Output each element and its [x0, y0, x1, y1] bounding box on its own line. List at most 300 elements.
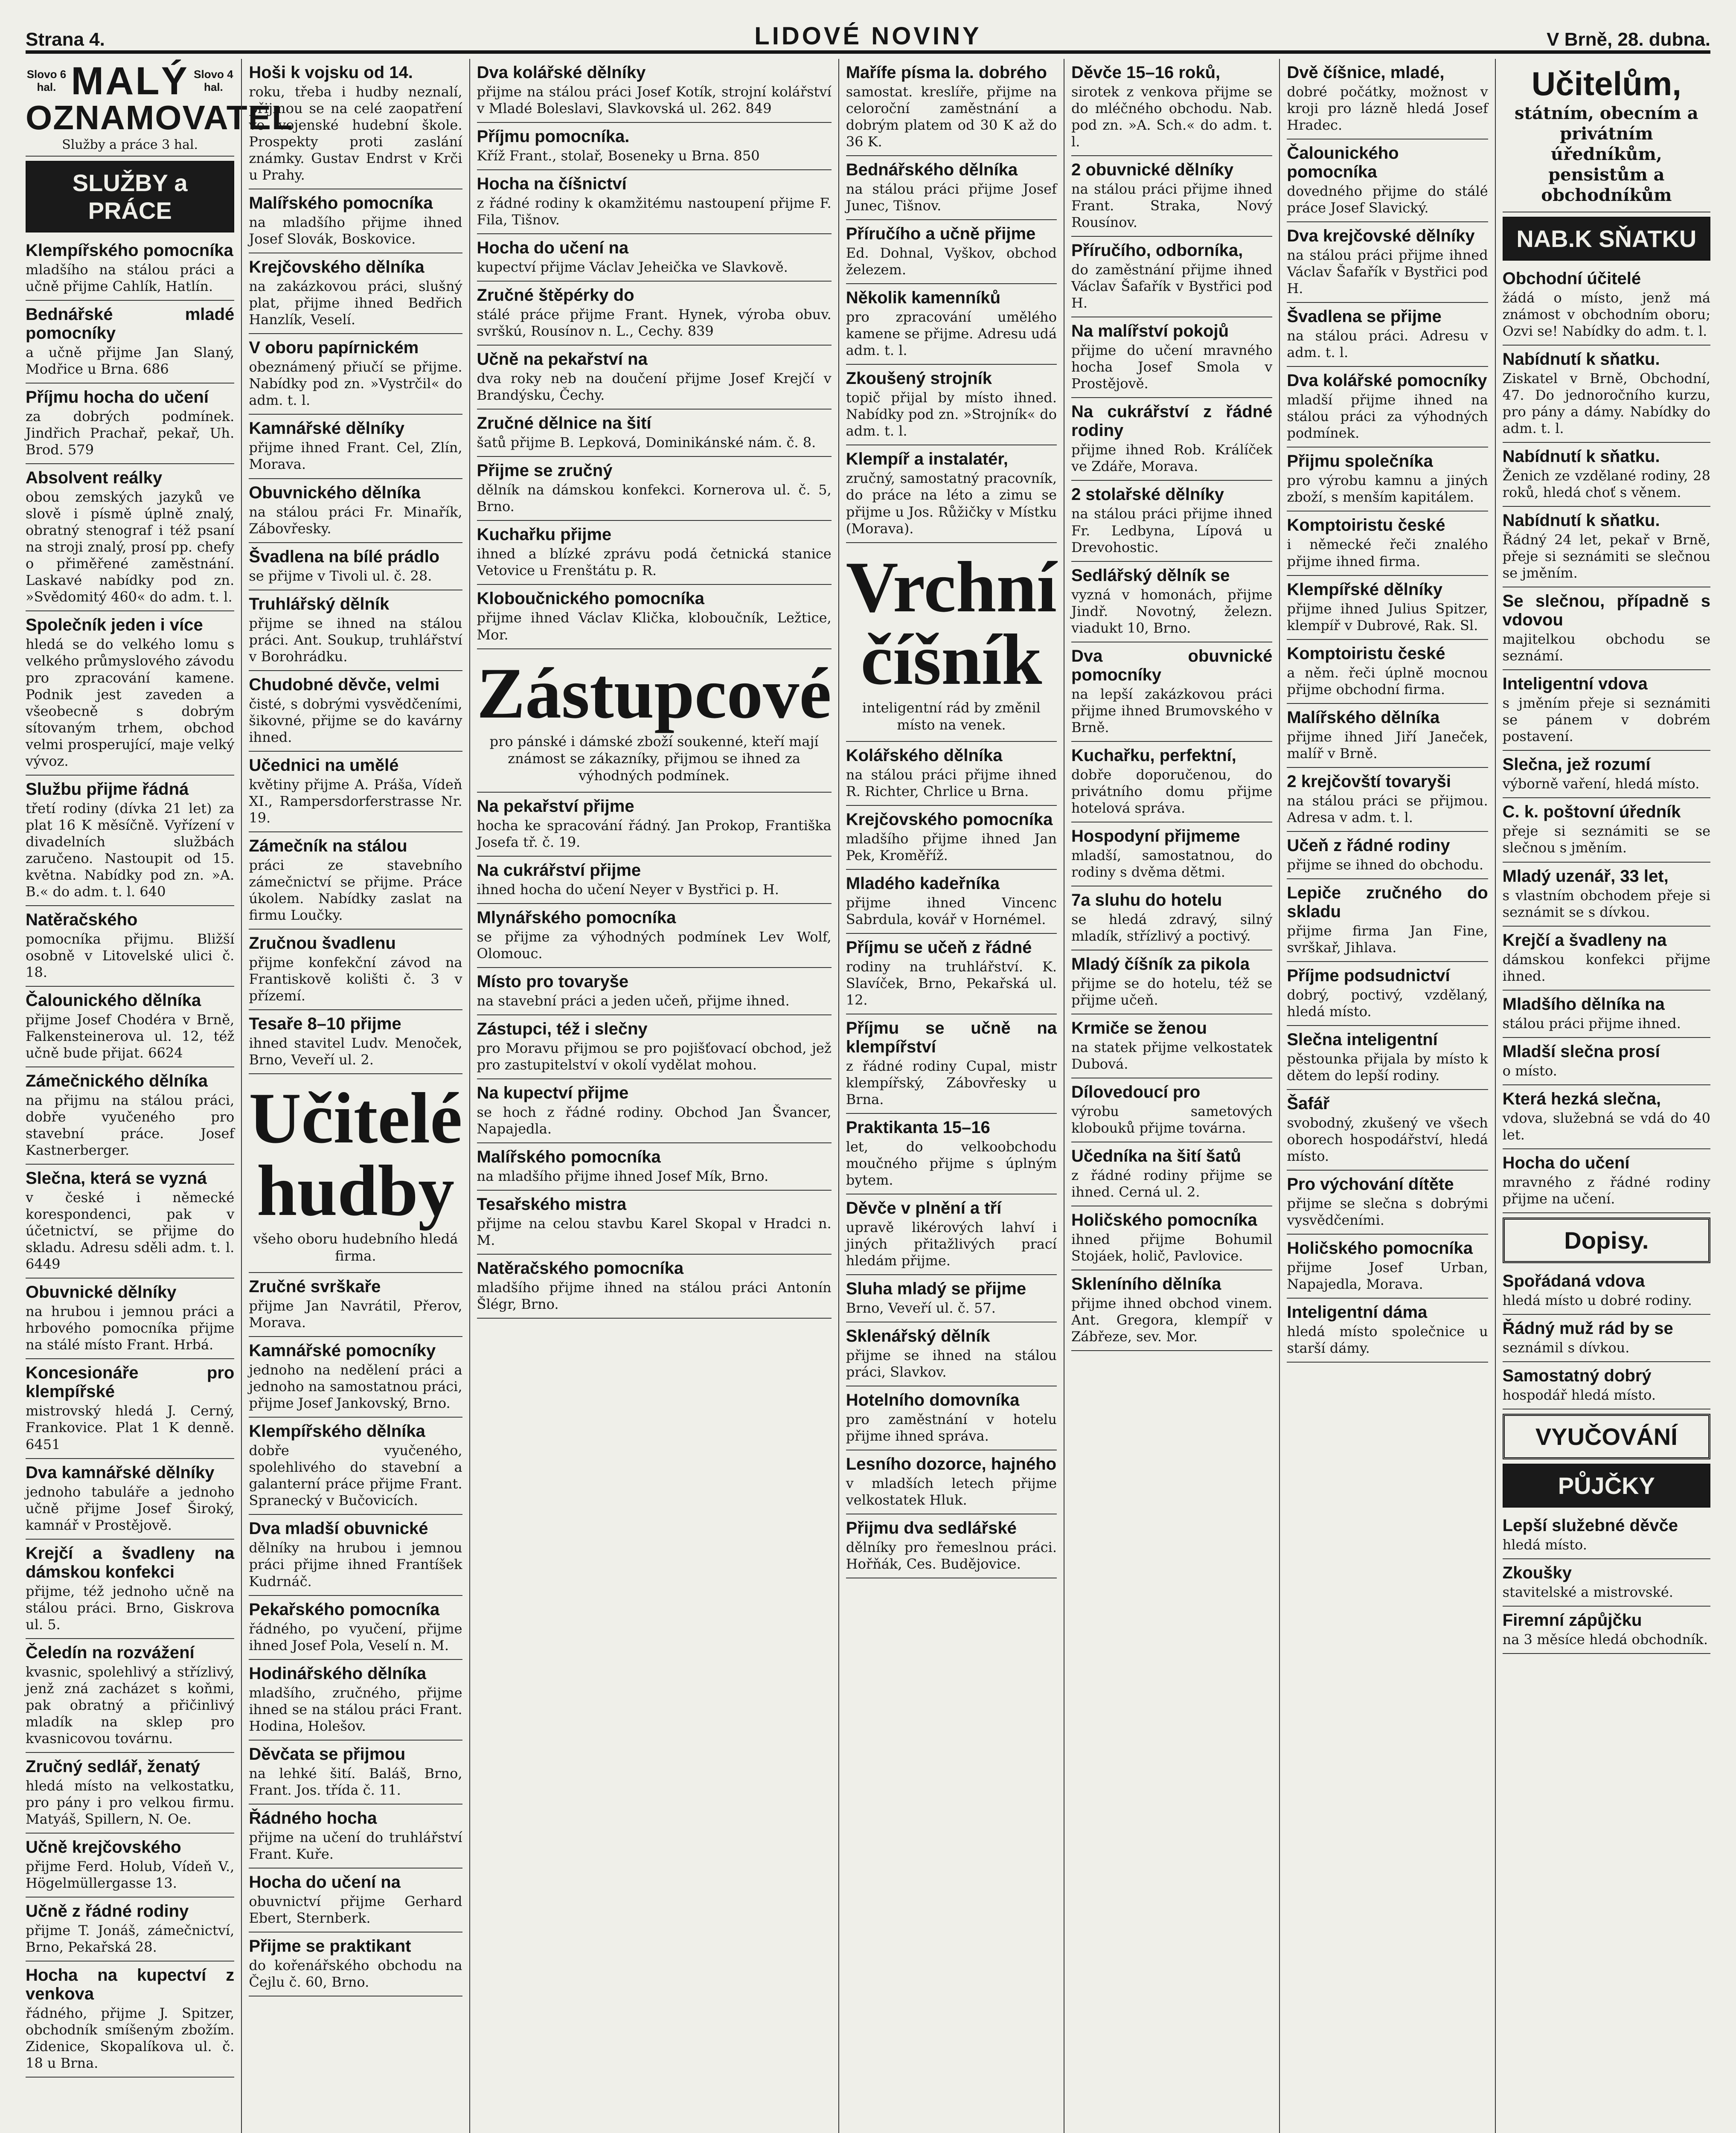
ad-title: Hospodyní přijmeme — [1071, 826, 1240, 846]
classified-ad — [249, 1869, 462, 1932]
classified-ad — [1071, 950, 1272, 1014]
ad-text: na stálou práci. Adresu v adm. t. l. — [1287, 328, 1488, 361]
column-5 — [1064, 59, 1279, 2133]
ad-title: Zručnou švadlenu — [249, 934, 396, 953]
classified-ad — [249, 189, 462, 253]
ad-text: přijme na učení do truhlářství Frant. Kuře. — [249, 1829, 462, 1862]
ad-text: rodiny na truhlářství. K. Slavíček, Brno, Pekařská ul. 12. — [846, 958, 1057, 1008]
classified-ad — [846, 284, 1057, 365]
page-header — [26, 11, 1710, 54]
classified-ad — [1287, 832, 1488, 879]
classified-ad — [1503, 1512, 1710, 1559]
classified-ad — [249, 543, 462, 590]
classified-ad — [477, 1079, 832, 1143]
ad-title: Na kupectví přijme — [477, 1083, 629, 1102]
ad-text: Kříž Frant., stolař, Boseneky u Brna. 850 — [477, 148, 760, 164]
ad-title: Hotelního domovníka — [846, 1391, 1020, 1410]
classified-ad — [1287, 768, 1488, 832]
classified-ad — [477, 59, 832, 123]
ad-title: Komptoiristu české — [1287, 516, 1445, 535]
ad-title: Sklenářský dělník — [846, 1327, 990, 1346]
ad-text: obou zemských jazyků ve slově i písmě úplně znalý, obratný stenograf i též psaní na stroji znalý, prosí pp. chefy o přiměřené zaměstnání. Laskavé nabídky pod zn. »Svědomitý 460« do adm. t. l. — [26, 489, 235, 605]
ad-text: dobrý, poctivý, vzdělaný, hledá místo. — [1287, 986, 1488, 1020]
ad-text: přijme se slečna s dobrými vysvědčeními. — [1287, 1195, 1488, 1229]
ad-text: přijme ihned obchod vinem. Ant. Gregora, klempíř v Zábřeze, sev. Mor. — [1071, 1295, 1273, 1345]
classified-ad — [1071, 742, 1272, 822]
ad-text: pomocníka přijmu. Bližší osobně v Litovelské ulici č. 18. — [26, 930, 235, 980]
ad-text: přeje si seznámiti se se slečnou s jměním. — [1502, 823, 1710, 856]
classified-ad — [26, 1753, 234, 1834]
display-headline: Učitelé hudby — [249, 1078, 462, 1231]
ad-title: Mladý uzenář, 33 let, — [1502, 866, 1669, 886]
ad-title: Zkoušený strojník — [846, 369, 992, 388]
ad-text: hospodář hledá místo. — [1502, 1386, 1656, 1403]
classified-ad — [1071, 1078, 1272, 1142]
ad-title: Učně na pekařství na — [477, 350, 648, 369]
classified-ad — [1071, 317, 1272, 398]
classified-ad — [249, 1337, 462, 1418]
ad-title: Kolářského dělníka — [846, 746, 1003, 765]
ad-text: ihned přijme Bohumil Stojáek, holič, Pavlovice. — [1071, 1231, 1273, 1264]
classified-ad — [1503, 507, 1710, 587]
ad-text: stálou práci přijme ihned. — [1502, 1015, 1681, 1032]
ad-title: Pro výchování dítěte — [1287, 1175, 1454, 1194]
ad-title: Zručný sedlář, ženatý — [26, 1757, 201, 1776]
ad-text: hocha ke spracování řádný. Jan Prokop, Františka Josefa tř. č. 19. — [477, 817, 832, 850]
ad-title: Lesního dozorce, hajného — [846, 1455, 1057, 1474]
classified-ad — [1071, 156, 1272, 237]
ad-text: hledá místo na velkostatku, pro pány i pro velkou firmu. Matyáš, Spillern, N. Oe. — [26, 1777, 235, 1827]
ad-text: mladší přijme ihned na stálou práci za výhodných podmínek. — [1287, 392, 1488, 442]
ad-text: se hoch z řádné rodiny. Obchod Jan Švancer, Napajedla. — [477, 1104, 832, 1137]
ad-title: C. k. poštovní úředník — [1502, 802, 1681, 822]
ad-text: na mladšího přijme ihned Josef Slovák, Boskovice. — [249, 214, 462, 247]
classified-ad — [249, 1596, 462, 1660]
ads-list-col1 — [26, 237, 234, 2078]
ad-title: Malířského dělníka — [1287, 708, 1440, 727]
classified-ad — [249, 832, 462, 930]
ad-title: Krejčovského pomocníka — [846, 810, 1053, 829]
ad-title: Natěračského — [26, 910, 138, 929]
ad-text: hledá místo společnice u starší dámy. — [1287, 1323, 1488, 1357]
ad-title: Dva obuvnické pomocníky — [1071, 646, 1273, 684]
ad-text: mladšího, zručného, přijme ihned se na stálou práci Frant. Hodina, Holešov. — [249, 1684, 462, 1734]
ad-title: 2 obuvnické dělníky — [1071, 160, 1234, 180]
ad-title: Hocha na číšnictví — [477, 174, 627, 194]
ad-text: o místo. — [1502, 1062, 1557, 1079]
ad-title: Pekařského pomocníka — [249, 1600, 440, 1619]
ad-title: Zámečník na stálou — [249, 836, 407, 855]
ad-title: Klempířského pomocníka — [26, 241, 233, 260]
display-headline: Vrchní číšník — [846, 546, 1057, 700]
ad-title: Řádného hocha — [249, 1808, 377, 1828]
ad-text: jednoho tabuláře a jednoho učně přijme Josef Široký, kamnář v Prostějově. — [26, 1483, 235, 1533]
classified-ad — [1503, 265, 1710, 346]
ad-text: řádného, po vyučení, přijme ihned Josef Pola, Veselí n. M. — [249, 1620, 462, 1654]
ad-title: Krmiče se ženou — [1071, 1019, 1207, 1038]
ad-title: Samostatný dobrý — [1502, 1366, 1652, 1385]
ad-text: přijme ihned Václav Klička, kloboučník, Ležtice, Mor. — [477, 610, 832, 643]
classified-ad — [1071, 1270, 1272, 1351]
classified-ad — [1287, 1026, 1488, 1090]
ad-text: přijme ihned Jiří Janeček, malíř v Brně. — [1287, 728, 1488, 761]
classified-ad — [26, 301, 234, 384]
classified-ad — [26, 464, 234, 611]
classified-ad — [1287, 576, 1488, 640]
classified-ad — [846, 59, 1057, 156]
classified-ad — [1287, 139, 1488, 222]
ad-title: Klempíř a instalatér, — [846, 450, 1008, 469]
column-2 — [241, 59, 469, 2133]
ad-text: na stálou práci přijme ihned Václav Šafařík v Bystřici pod H. — [1287, 247, 1488, 297]
ad-text: vdova, služebná se vdá do 40 let. — [1502, 1110, 1710, 1143]
classified-ad — [1503, 1038, 1710, 1085]
ad-text: přijme se ihned do obchodu. — [1287, 856, 1484, 873]
classified-ad — [846, 1275, 1057, 1322]
ad-title: Přijmu dva sedlářské — [846, 1519, 1017, 1538]
classified-ad — [477, 1191, 832, 1255]
section-banner-pujcky: PŮJČKY — [1503, 1464, 1710, 1508]
classified-ad — [249, 334, 462, 415]
ad-title: Klempířského dělníka — [249, 1422, 425, 1441]
classified-ad — [1071, 398, 1272, 481]
classified-ad — [1287, 879, 1488, 962]
ad-title: Příručího a učně přijme — [846, 224, 1036, 244]
ad-text: s jměním přeje si seznámiti se pánem v dobrém postavení. — [1502, 695, 1710, 745]
ad-title: Děvčata se přijmou — [249, 1744, 406, 1764]
ad-title: Čalounického pomocníka — [1287, 144, 1399, 182]
ad-text: na stavební práci a jeden učeň, přijme ihned. — [477, 992, 790, 1009]
classified-ad — [846, 1514, 1057, 1578]
ad-title: Na cukrářství z řádné rodiny — [1071, 402, 1273, 440]
ad-text: a něm. řeči úplně mocnou přijme obchodní firma. — [1287, 664, 1488, 697]
ad-text: zručný, samostatný pracovník, do práce na léto a zimu se přijme u Jos. Růžičky v Místku (Morava). — [846, 470, 1057, 537]
ad-text: přijme na stálou práci Josef Kotík, strojní kolářství v Mladé Boleslavi, Slavkovská ul. 262. 849 — [477, 84, 832, 117]
ad-text: přijme ihned Vincenc Sabrdula, kovář v Hornémel. — [846, 894, 1057, 927]
ad-title: Děvče 15–16 roků, — [1071, 63, 1221, 82]
ad-title: Dvě číšnice, mladé, — [1287, 63, 1445, 82]
section-banner-vyucovani: VYUČOVÁNÍ — [1503, 1414, 1710, 1459]
ad-text: dělník na dámskou konfekci. Kornerova ul. č. 5, Brno. — [477, 482, 832, 515]
ad-title: Klempířské dělníky — [1287, 580, 1442, 599]
ad-title: Na pekařství přijme — [477, 796, 634, 816]
classified-ad — [477, 1255, 832, 1319]
ad-text: na stálou práci přijme ihned R. Richter, Chrlice u Brna. — [846, 766, 1057, 799]
ad-title: Dílovedoucí pro — [1071, 1083, 1201, 1102]
classified-ad — [26, 1165, 234, 1279]
classified-ad — [249, 590, 462, 671]
ad-text: pro zaměstnání v hotelu přijme ihned správa. — [846, 1411, 1057, 1444]
classified-ad — [1071, 1014, 1272, 1078]
ad-title: Příjmu pomocníka. — [477, 127, 630, 146]
classified-ad — [249, 671, 462, 752]
ad-text: na stálou práci Fr. Minařík, Zábovřesky. — [249, 503, 462, 537]
ad-title: Holičského pomocníka — [1287, 1239, 1473, 1258]
ad-title: Chudobné děvče, velmi — [249, 675, 440, 694]
classified-ad — [26, 1459, 234, 1540]
classified-ad — [26, 237, 234, 301]
ad-text: přijme se ihned na stálou práci. Ant. Soukup, truhlářství v Borohrádku. — [249, 615, 462, 665]
price-right: Slovo 4 hal. — [194, 68, 233, 93]
classified-ad — [1287, 962, 1488, 1026]
classified-ad — [477, 282, 832, 346]
ad-title: Příručího, odborníka, — [1071, 241, 1243, 260]
display-text: inteligentní rád by změnil místo na venek. — [862, 699, 1041, 733]
ad-text: na stálou práci přijme ihned Fr. Ledbyna, Lípová u Drevohostic. — [1071, 506, 1273, 555]
ad-text: pro Moravu přijmou se pro pojišťovací obchod, jež pro zastupitelství v okolí vydělat mohou. — [477, 1040, 832, 1073]
ad-text: na lepší zakázkovou práci přijme ihned Brumovského v Brně. — [1071, 686, 1273, 735]
ad-title: 7a sluhu do hotelu — [1071, 890, 1222, 910]
ad-title: Učeň z řádné rodiny — [1287, 836, 1450, 855]
ad-text: na statek přijme velkostatek Dubová. — [1071, 1039, 1273, 1072]
column-1 — [26, 59, 294, 2133]
ad-text: přijme Josef Chodéra v Brně, Falkensteinerova ul. 12, též učně bude přijat. 6624 — [26, 1011, 235, 1061]
ad-text: přijme ihned Julius Spitzer, klempíř v Dubrové, Rak. Sl. — [1287, 600, 1488, 634]
ad-title: Na malířství pokojů — [1071, 322, 1229, 341]
classified-ad — [1287, 640, 1488, 704]
masthead-maly: MALÝ — [71, 59, 189, 103]
classified-ad — [26, 384, 234, 464]
ad-title: Kamnářské dělníky — [249, 419, 404, 438]
ad-title: Přijme se zručný — [477, 461, 613, 480]
ad-title: Příjmu hocha do učení — [26, 388, 209, 407]
classified-ad — [1071, 886, 1272, 950]
classified-ad — [26, 776, 234, 906]
ad-text: mladší, samostatnou, do rodiny s dvěma dětmi. — [1071, 847, 1273, 880]
classified-ad — [846, 1114, 1057, 1194]
classified-ad — [846, 1014, 1057, 1114]
ad-text: přijme ihned Rob. Králíček ve Zdáře, Morava. — [1071, 442, 1273, 475]
ad-title: Spořádaná vdova — [1502, 1271, 1645, 1290]
ad-text: hledá místo u dobré rodiny. — [1502, 1292, 1692, 1308]
ads-list-col4b — [846, 742, 1057, 1579]
ad-title: Mladý číšník za pikola — [1071, 954, 1250, 974]
ad-title: Hocha do učení na — [477, 238, 629, 258]
ad-text: na 3 měsíce hledá obchodník. — [1502, 1631, 1708, 1648]
ad-text: mladšího přijme ihned na stálou práci Antonín Šlégr, Brno. — [477, 1279, 832, 1312]
classified-ad — [1503, 927, 1710, 991]
ad-text: na zakázkovou práci, slušný plat, přijme ihned Bedřich Hanzlík, Veselí. — [249, 278, 462, 328]
ad-title: Učně krejčovského — [26, 1837, 181, 1857]
classified-ad — [1503, 798, 1710, 862]
ad-title: Čeledín na rozvážení — [26, 1643, 195, 1662]
ads-list-col3b — [477, 793, 832, 1319]
ad-title: Šafář — [1287, 1094, 1330, 1113]
display-text: všeho oboru hudebního hledá firma. — [253, 1231, 458, 1264]
ad-text: pěstounka přijala by místo k dětem do lepší rodiny. — [1287, 1050, 1488, 1084]
classified-ad — [1503, 1085, 1710, 1149]
ad-title: Hoši k vojsku od 14. — [249, 63, 413, 82]
classified-ad — [249, 59, 462, 189]
ad-text: řádného, přijme J. Spitzer, obchodník smíšeným zbožím. Zidenice, Skopalíkova ul. č. 18 u Brna. — [26, 2005, 235, 2072]
ad-title: Dva kolářské pomocníky — [1287, 371, 1487, 390]
ad-title: Krejčí a švadleny na dámskou konfekci — [26, 1543, 235, 1581]
classified-ad — [477, 170, 832, 234]
classified-ad — [846, 445, 1057, 543]
classified-ad — [1071, 1206, 1272, 1270]
ad-title: Malířského pomocníka — [249, 194, 433, 213]
ad-text: výrobu sametových klobouků přijme továrna. — [1071, 1103, 1273, 1136]
classified-ad — [477, 585, 832, 649]
ad-text: šatů přijme B. Lepková, Dominikánské nám. č. 8. — [477, 434, 816, 451]
ad-title: Slečna, která se vyzná — [26, 1169, 207, 1188]
ad-title: Komptoiristu české — [1287, 644, 1445, 663]
masthead-oznamovatel: OZNAMOVATEL — [26, 99, 294, 137]
ad-title: Slečna, jež rozumí — [1502, 755, 1651, 774]
ad-text: se přijme za výhodných podmínek Lev Wolf, Olomouc. — [477, 928, 832, 962]
ad-title: Inteligentní dáma — [1287, 1303, 1428, 1322]
ad-text: pro zpracování umělého kamene se přijme. Adresu udá adm. t. l. — [846, 309, 1057, 359]
display-ad-zastupcove — [477, 649, 832, 793]
ad-title: Kamnářské pomocníky — [249, 1341, 436, 1360]
ad-text: za dobrých podmínek. Jindřich Prachař, pekař, Uh. Brod. 579 — [26, 408, 235, 458]
ad-title: Lepiče zručného do skladu — [1287, 883, 1488, 921]
classified-ad — [249, 1805, 462, 1869]
ad-text: Ženich ze vzdělané rodiny, 28 roků, hledá choť s věnem. — [1502, 468, 1710, 501]
classified-ad — [249, 930, 462, 1010]
classified-ad — [1287, 511, 1488, 575]
ad-text: přijme Josef Urban, Napajedla, Morava. — [1287, 1259, 1488, 1293]
ad-title: Mařífe písma la. dobrého — [846, 63, 1047, 82]
ad-title: Dva kamnářské dělníky — [26, 1463, 215, 1482]
ad-text: přijme se do hotelu, též se přijme učeň. — [1071, 975, 1273, 1008]
ad-text: přijme Jan Navrátil, Přerov, Morava. — [249, 1298, 462, 1331]
ad-title: Slečna inteligentní — [1287, 1030, 1438, 1049]
ad-text: na stálou práci přijme Josef Junec, Tišnov. — [846, 181, 1057, 214]
ad-text: dovedného přijme do stálé práce Josef Slavický. — [1287, 183, 1488, 216]
ad-text: přijme Ferd. Holub, Vídeň V., Högelmüllergasse 13. — [26, 1858, 235, 1891]
classified-ad — [846, 220, 1057, 284]
classified-ad — [1503, 346, 1710, 443]
classified-ad — [1503, 443, 1710, 507]
ad-text: mladšího přijme ihned Jan Pek, Kroměříž. — [846, 830, 1057, 863]
ad-text: hledá místo. — [1502, 1536, 1587, 1553]
ad-text: obeznámený přiučí se přijme. Nabídky pod zn. »Vystrčil« do adm. t. l. — [249, 359, 462, 409]
ad-title: Příjme podsudnictví — [1287, 966, 1450, 985]
classified-ad — [1071, 1142, 1272, 1206]
ad-text: mravného z řádné rodiny přijme na učení. — [1502, 1174, 1710, 1207]
ad-title: Dva mladší obuvnické — [249, 1519, 428, 1538]
classified-ad — [26, 906, 234, 987]
ad-title: Obuvnického dělníka — [249, 483, 421, 502]
classified-ad — [26, 987, 234, 1067]
ad-title: Na cukrářství přijme — [477, 860, 641, 880]
ad-text: kvasnic, spolehlivý a střízlivý, jenž zná zacházet s koňmi, pak obratný a přičinlivý mladík na sklep pro kvasnicovou továrnu. — [26, 1663, 235, 1747]
ad-title: Službu přijme řádná — [26, 779, 189, 799]
column-3 — [469, 59, 838, 2133]
classified-ad — [1503, 1559, 1710, 1607]
masthead-services-price: Služby a práce 3 hal. — [62, 137, 198, 152]
ad-title: Zručné dělnice na šití — [477, 414, 651, 433]
column-6 — [1279, 59, 1495, 2133]
ad-title: 2 stolařské dělníky — [1071, 485, 1224, 504]
section-banner-sluzby: SLUŽBY a PRÁCE — [26, 161, 234, 232]
ad-text: přijme firma Jan Fine, svrškař, Jihlava. — [1287, 922, 1488, 956]
price-left: Slovo 6 hal. — [26, 68, 67, 93]
ad-text: na hrubou i jemnou práci a hrbového pomocníka přijme na stálé místo Frant. Hrbá. — [26, 1303, 235, 1353]
ad-title: Kuchařku, perfektní, — [1071, 746, 1236, 765]
classified-ad — [249, 1932, 462, 1996]
ad-text: i německé řeči znalého přijme ihned firma. — [1287, 536, 1488, 570]
ad-title: Koncesionáře pro klempířské — [26, 1363, 235, 1401]
ad-title: Nabídnutí k sňatku. — [1502, 349, 1660, 369]
classified-ad — [26, 1279, 234, 1359]
ad-title: Sedlářský dělník se — [1071, 566, 1230, 585]
ads-list-col2b — [249, 1273, 462, 1996]
classified-ad — [1503, 1267, 1710, 1315]
ad-text: přijme ihned Frant. Cel, Zlín, Morava. — [249, 439, 462, 473]
ad-title: Se slečnou, případně s vdovou — [1502, 592, 1710, 630]
ad-text: výborně vaření, hledá místo. — [1502, 776, 1700, 792]
classified-ad — [846, 1322, 1057, 1386]
display-ad-ucitele-hudby — [249, 1074, 462, 1273]
ad-title: Absolvent reálky — [26, 468, 163, 488]
classified-ad — [1503, 1362, 1710, 1409]
ad-title: Nabídnutí k sňatku. — [1502, 511, 1660, 530]
ad-text: obuvnictví přijme Gerhard Ebert, Sternberk. — [249, 1893, 462, 1926]
ads-list-col7c — [1503, 1512, 1710, 1654]
ad-text: se hledá zdravý, silný mladík, střízlivý a poctivý. — [1071, 911, 1273, 944]
ad-title: Obchodní účitelé — [1502, 269, 1641, 288]
ad-text: jednoho na nedělení práci a jednoho na samostatnou práci, přijme Josef Jankovský, Brno. — [249, 1362, 462, 1412]
section-banner-dopisy: Dopisy. — [1503, 1218, 1710, 1263]
ad-text: na lehké šití. Baláš, Brno, Frant. Jos. třída č. 11. — [249, 1765, 462, 1798]
classified-ad — [249, 1010, 462, 1074]
section-banner-nabidky-snatku: NAB.K SŇATKU — [1503, 217, 1710, 261]
classified-ad — [1503, 991, 1710, 1038]
ad-title: Holičského pomocníka — [1071, 1211, 1257, 1230]
ad-text: přijme T. Jonáš, zámečnictví, Brno, Pekařská 28. — [26, 1922, 235, 1956]
column-7 — [1495, 59, 1710, 2133]
ad-text: do zaměstnání přijme ihned Václav Šafařík v Bystřici pod H. — [1071, 262, 1273, 311]
classified-ad — [477, 457, 832, 521]
ads-list-col6 — [1287, 59, 1488, 1363]
ad-title: Lepší služebné děvče — [1502, 1516, 1678, 1535]
classified-ad — [26, 1067, 234, 1165]
ad-title: Společník jeden i více — [26, 616, 203, 635]
ad-title: Kloboučnického pomocníka — [477, 589, 704, 608]
classified-ad — [846, 742, 1057, 806]
ad-text: ihned a blízké zprávu podá četnická stanice Vetovice u Frenštátu p. R. — [477, 546, 832, 579]
ad-title: Zástupci, též i slečny — [477, 1019, 648, 1038]
ad-text: na mladšího přijme ihned Josef Mík, Brno. — [477, 1168, 769, 1184]
ad-text: dobře vyučeného, spolehlivého do stavební a galanterní práce přijme Frant. Spranecký v Bučovicích. — [249, 1442, 462, 1509]
classified-ad — [1287, 303, 1488, 367]
classified-ad — [1287, 59, 1488, 139]
ad-title: Zručné štěpérky do — [477, 286, 634, 305]
ad-text: na stálou práci přijme ihned Frant. Straka, Nový Rousínov. — [1071, 181, 1273, 231]
ad-title: Místo pro tovaryše — [477, 972, 629, 991]
classified-ad — [477, 410, 832, 457]
ad-text: a učně přijme Jan Slaný, Modřice u Brna. 686 — [26, 344, 235, 378]
ad-title: Dva krejčovské dělníky — [1287, 227, 1475, 246]
ad-title: Inteligentní vdova — [1502, 674, 1648, 694]
ads-list-col4a — [846, 59, 1057, 543]
ad-title: Hodinářského dělníka — [249, 1664, 426, 1683]
classified-ad — [26, 611, 234, 775]
classified-ad — [26, 1639, 234, 1753]
ad-text: ihned hocha do učení Neyer v Bystřici p. H. — [477, 881, 779, 898]
ad-text: z řádné rodiny přijme se ihned. Cerná ul. 2. — [1071, 1167, 1273, 1200]
ad-text: Ed. Dohnal, Vyškov, obchod železem. — [846, 245, 1057, 278]
ad-text: dobře doporučenou, do privátního domu přijme hotelová správa. — [1071, 766, 1273, 816]
classified-ad — [1287, 222, 1488, 303]
classified-ad — [1503, 1607, 1710, 1654]
classified-ad — [477, 346, 832, 410]
ad-text: topič přijal by místo ihned. Nabídky pod zn. »Strojník« do adm. t. l. — [846, 389, 1057, 439]
ad-title: Hocha do učení na — [249, 1872, 401, 1892]
ad-text: hledá se do velkého lomu s velkého průmyslového závodu pro zpracování kamene. Podnik jest zaveden a všeobecně s dobrým sítovaným trhem, obchod velmi prosperující, maje velký vývoz. — [26, 636, 235, 769]
